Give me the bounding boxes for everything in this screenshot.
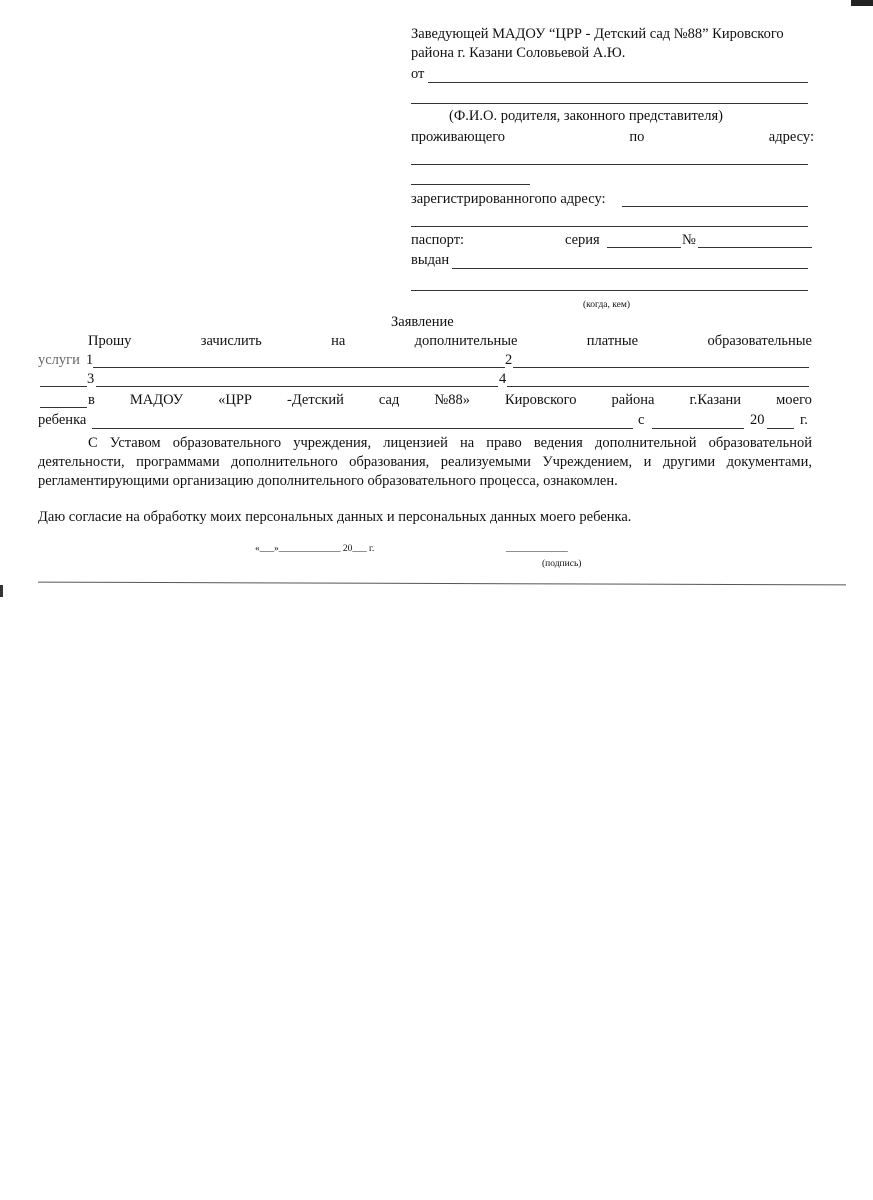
child-name-blank[interactable] [92,428,633,429]
request-word: на [331,333,346,349]
issued-blank[interactable] [452,268,808,269]
passport-label: паспорт: [411,232,465,248]
registered-blank-2[interactable] [411,226,808,227]
issued-label: выдан [411,252,450,268]
addressee-line-1: Заведующей МАДОУ “ЦРР - Детский сад №88” Кировского [411,26,784,42]
institution-prefix-blank[interactable] [40,407,87,408]
series-blank[interactable] [607,247,681,248]
institution-word: г.Казани [689,392,742,408]
consent-text: Даю согласие на обработку моих персональных данных и персональных данных моего ребенка. [38,509,632,525]
scan-mark [0,585,3,597]
fio-caption: (Ф.И.О. родителя, законного представителя) [449,108,723,124]
registered-label: зарегистрированногопо адресу: [411,191,606,207]
address-blank-2[interactable] [411,184,530,185]
when-who-caption: (когда, кем) [583,300,631,310]
institution-word: «ЦРР [218,392,252,408]
request-word: Прошу [88,333,132,349]
from-blank-2[interactable] [411,103,808,104]
institution-word: района [611,392,655,408]
request-word: зачислить [200,333,262,349]
service-3-blank[interactable] [96,386,498,387]
request-word: дополнительные [414,333,518,349]
service-num-1: 1 [86,352,94,368]
institution-word: Кировского [504,392,577,408]
service-prefix-blank[interactable] [40,386,87,387]
institution-line [88,392,812,409]
from-label: от [411,66,425,82]
signature-line[interactable]: _____________ [506,544,568,554]
institution-word: в [88,392,95,408]
issued-blank-2[interactable] [411,290,808,291]
request-word: образовательные [707,333,812,349]
number-blank[interactable] [698,247,812,248]
addressee-line-2: района г. Казани Соловьевой А.Ю. [411,45,626,61]
request-word: платные [586,333,639,349]
since-date-blank[interactable] [652,428,744,429]
institution-word: №88» [434,392,470,408]
residing-word: по [629,129,645,145]
institution-word: -Детский [287,392,344,408]
service-num-4: 4 [499,371,507,387]
registered-blank[interactable] [622,206,808,207]
year-prefix: 20 [750,412,765,428]
service-num-3: 3 [87,371,95,387]
number-label: № [682,232,696,248]
child-label: ребенка [38,412,87,428]
institution-word: моего [776,392,812,408]
document-title: Заявление [391,314,454,330]
residing-word: адресу: [768,129,814,145]
service-1-blank[interactable] [93,367,505,368]
since-label: с [638,412,645,428]
signature-caption: (подпись) [542,559,582,569]
service-num-2: 2 [505,352,513,368]
service-2-blank[interactable] [513,367,809,368]
from-blank[interactable] [428,82,808,83]
address-blank-1[interactable] [411,164,808,165]
residing-line [411,129,814,146]
residing-word: проживающего [411,129,506,145]
institution-word: сад [378,392,400,408]
service-4-blank[interactable] [507,386,809,387]
scan-mark [851,0,873,6]
series-label: серия [565,232,600,248]
charter-paragraph: С Уставом образовательного учреждения, лицензией на право ведения дополнительной образовательной деятельности, программами дополнительного образования, реализуемыми Учреждением, и другими документами, регламентирующими организацию дополнительного образовательного процесса, ознакомлен. [38,435,812,489]
institution-word: МАДОУ [129,392,184,408]
page-bottom-rule [38,582,846,586]
year-suffix: г. [800,412,808,428]
year-blank[interactable] [767,428,794,429]
date-line[interactable]: «___»_____________ 20___ г. [255,544,375,554]
request-line [88,333,812,350]
services-label: услуги [38,352,80,368]
